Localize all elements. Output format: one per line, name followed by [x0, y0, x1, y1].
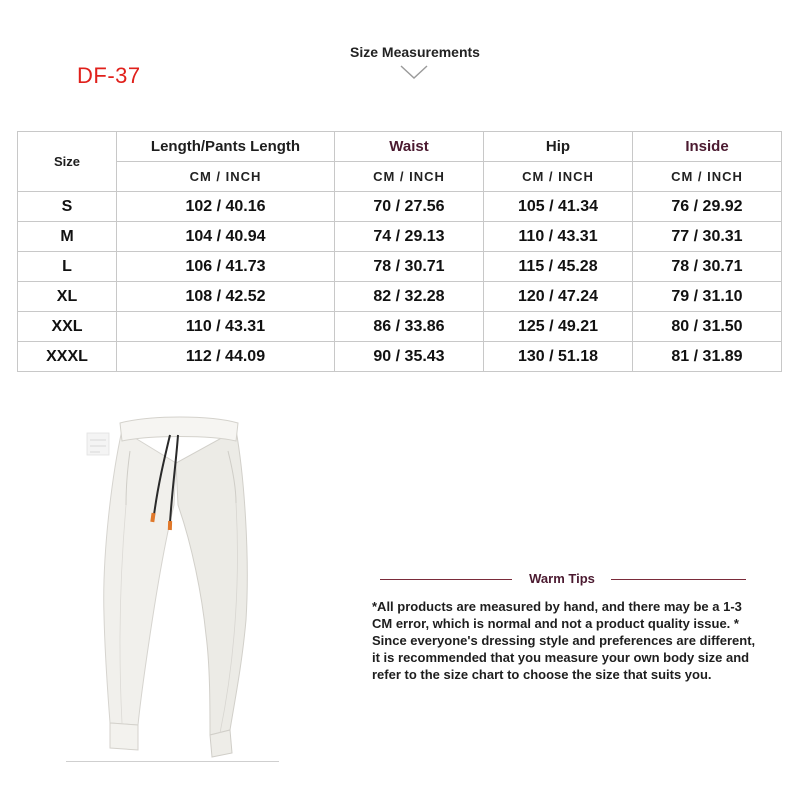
waist-value: 86 / 33.86 [335, 312, 484, 342]
column-header-waist: Waist [335, 132, 484, 162]
size-label: L [18, 252, 117, 282]
warm-tips-title: Warm Tips [529, 571, 595, 586]
hip-value: 115 / 45.28 [484, 252, 633, 282]
waist-value: 82 / 32.28 [335, 282, 484, 312]
tip-line: refer to the size chart to choose the size that suits you. [372, 667, 712, 682]
tip-line: *All products are measured by hand, and there may be a 1-3 [372, 599, 742, 614]
inside-value: 81 / 31.89 [633, 342, 782, 372]
size-label: M [18, 222, 117, 252]
hip-value: 120 / 47.24 [484, 282, 633, 312]
unit-label: CM / INCH [484, 162, 633, 192]
table-row [18, 222, 782, 252]
inside-value: 78 / 30.71 [633, 252, 782, 282]
length-value: 110 / 43.31 [117, 312, 335, 342]
hip-value: 130 / 51.18 [484, 342, 633, 372]
size-label: XL [18, 282, 117, 312]
table-row [18, 252, 782, 282]
model-code: DF-37 [77, 63, 141, 88]
size-header: Size [18, 132, 117, 192]
size-table [17, 131, 782, 372]
waist-value: 90 / 35.43 [335, 342, 484, 372]
size-label: XXL [18, 312, 117, 342]
sweatpants-image [60, 405, 290, 765]
unit-label: CM / INCH [117, 162, 335, 192]
length-value: 108 / 42.52 [117, 282, 335, 312]
table-row [18, 312, 782, 342]
table-row [18, 192, 782, 222]
inside-value: 76 / 29.92 [633, 192, 782, 222]
inside-value: 79 / 31.10 [633, 282, 782, 312]
section-title: Size Measurements [350, 44, 480, 60]
image-baseline [66, 761, 279, 762]
tip-line: it is recommended that you measure your own body size and [372, 650, 750, 665]
waist-value: 70 / 27.56 [335, 192, 484, 222]
unit-label: CM / INCH [335, 162, 484, 192]
hip-value: 110 / 43.31 [484, 222, 633, 252]
inside-value: 77 / 30.31 [633, 222, 782, 252]
tip-line: Since everyone's dressing style and preferences are different, [372, 633, 756, 648]
length-value: 102 / 40.16 [117, 192, 335, 222]
length-value: 106 / 41.73 [117, 252, 335, 282]
tip-line: CM error, which is normal and not a product quality issue. * [372, 616, 739, 631]
length-value: 104 / 40.94 [117, 222, 335, 252]
unit-label: CM / INCH [633, 162, 782, 192]
column-header-hip: Hip [484, 132, 633, 162]
table-row [18, 282, 782, 312]
warm-tips-text [372, 598, 792, 683]
hip-value: 105 / 41.34 [484, 192, 633, 222]
table-row [18, 342, 782, 372]
size-label: S [18, 192, 117, 222]
waist-value: 74 / 29.13 [335, 222, 484, 252]
column-header-length: Length/Pants Length [117, 132, 335, 162]
divider-right [611, 579, 746, 580]
column-header-inside: Inside [633, 132, 782, 162]
chevron-down-icon [400, 64, 428, 80]
hip-value: 125 / 49.21 [484, 312, 633, 342]
waist-value: 78 / 30.71 [335, 252, 484, 282]
length-value: 112 / 44.09 [117, 342, 335, 372]
size-label: XXXL [18, 342, 117, 372]
inside-value: 80 / 31.50 [633, 312, 782, 342]
divider-left [380, 579, 512, 580]
